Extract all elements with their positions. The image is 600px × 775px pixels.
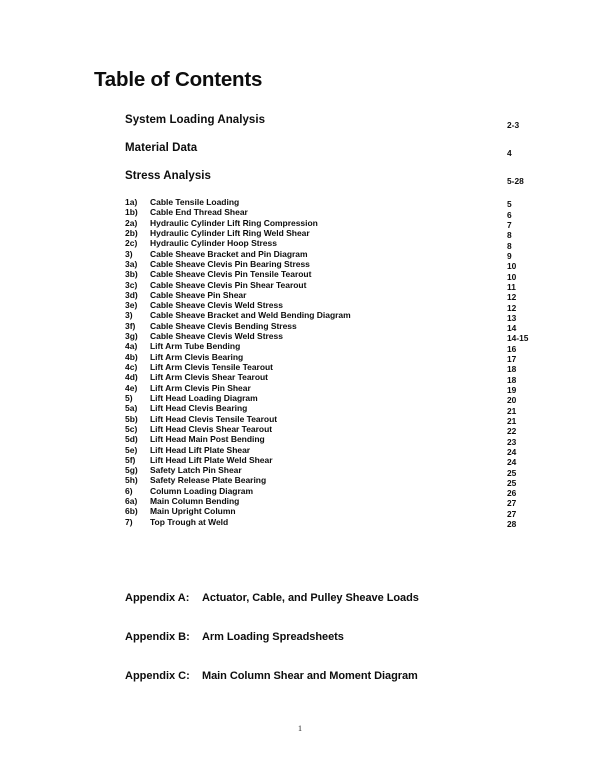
toc-entry-label: 3) xyxy=(125,310,133,321)
toc-entry-page-number: 23 xyxy=(507,436,517,447)
appendix-label: Appendix A: xyxy=(125,592,190,604)
toc-entry-page-number: 13 xyxy=(507,312,517,323)
toc-entry-row xyxy=(125,310,550,323)
toc-entry-row xyxy=(125,465,550,478)
toc-entry-label: 3b) xyxy=(125,269,138,280)
toc-entry-title: Cable Sheave Clevis Pin Shear Tearout xyxy=(150,279,307,290)
section-title: Material Data xyxy=(125,142,198,154)
toc-entry-title: Safety Release Plate Bearing xyxy=(150,475,267,486)
toc-entry-row xyxy=(125,434,550,447)
toc-entry-page-number: 16 xyxy=(507,343,517,354)
toc-entry-page-number: 22 xyxy=(507,426,517,437)
toc-entry-page-number: 20 xyxy=(507,395,517,406)
toc-entry-label: 7) xyxy=(125,516,133,527)
toc-entry-row xyxy=(125,485,550,499)
toc-entry-page-number: 27 xyxy=(507,498,517,509)
toc-entry-row xyxy=(125,496,550,509)
toc-entry-label: 4b) xyxy=(125,351,138,362)
toc-entry-page-number: 24 xyxy=(507,457,517,468)
toc-entry-page-number: 25 xyxy=(507,477,517,488)
toc-entry-page-number: 24 xyxy=(507,446,517,457)
toc-entry-label: 3f) xyxy=(125,320,136,331)
toc-entry-page-number: 18 xyxy=(507,364,517,375)
toc-entry-title: Column Loading Diagram xyxy=(150,485,253,496)
toc-entry-row xyxy=(125,392,550,406)
toc-entry-title: Main Column Bending xyxy=(150,496,240,507)
toc-entry-label: 5e) xyxy=(125,444,138,455)
toc-entry-title: Lift Head Clevis Bearing xyxy=(150,403,248,414)
toc-entry-title: Lift Arm Clevis Tensile Tearout xyxy=(150,362,273,372)
toc-entry-row xyxy=(125,238,550,251)
toc-entry-row xyxy=(125,372,550,385)
toc-entry-row xyxy=(125,249,550,259)
toc-entry-row xyxy=(125,269,550,282)
toc-entry-page-number: 25 xyxy=(507,467,517,478)
section-title: Stress Analysis xyxy=(125,170,211,182)
toc-entry-label: 3g) xyxy=(125,331,138,342)
toc-entry-title: Hydraulic Cylinder Hoop Stress xyxy=(150,238,277,249)
toc-entry-title: Hydraulic Cylinder Lift Ring Compression xyxy=(150,217,318,228)
toc-entry-row xyxy=(125,351,550,365)
section-title: System Loading Analysis xyxy=(125,114,266,126)
toc-entry-label: 6) xyxy=(125,485,133,496)
toc-entry-row xyxy=(125,506,550,519)
section-page-range: 4 xyxy=(507,148,512,158)
section-page-range: 5-28 xyxy=(507,176,524,186)
section-row xyxy=(125,170,550,198)
toc-entry-row xyxy=(125,289,550,303)
section-page-range: 2-3 xyxy=(507,120,520,130)
toc-entry-title: Lift Head Lift Plate Shear xyxy=(150,444,251,455)
appendix-label: Appendix C: xyxy=(125,670,190,682)
toc-entry-label: 3e) xyxy=(125,300,138,311)
toc-entry-page-number: 5 xyxy=(507,199,512,210)
toc-entry-row xyxy=(125,341,550,354)
toc-entry-row xyxy=(125,320,550,334)
toc-entry-row xyxy=(125,207,550,220)
toc-entry-row xyxy=(125,516,550,530)
appendix-title: Arm Loading Spreadsheets xyxy=(202,631,344,643)
toc-entry-title: Cable Sheave Clevis Pin Bearing Stress xyxy=(150,258,310,269)
toc-entry-label: 4a) xyxy=(125,341,138,352)
toc-entry-label: 1b) xyxy=(125,207,138,218)
toc-entry-label: 1a) xyxy=(125,197,138,207)
appendix-title: Main Column Shear and Moment Diagram xyxy=(202,670,418,682)
toc-entry-label: 4c) xyxy=(125,362,138,372)
toc-entry-page-number: 18 xyxy=(507,374,517,385)
toc-entry-label: 5f) xyxy=(125,454,136,465)
toc-entry-row xyxy=(125,445,550,455)
toc-entry-label: 5a) xyxy=(125,403,138,414)
toc-entry-label: 4d) xyxy=(125,372,138,383)
toc-entry-label: 6a) xyxy=(125,496,138,507)
toc-entry-label: 5c) xyxy=(125,423,138,434)
toc-entry-title: Cable Tensile Loading xyxy=(150,197,240,207)
toc-entry-page-number: 14-15 xyxy=(507,333,529,344)
toc-entry-label: 2a) xyxy=(125,217,138,228)
footer-page-number: 1 xyxy=(297,723,303,733)
toc-entry-title: Cable Sheave Clevis Weld Stress xyxy=(150,300,283,311)
toc-entry-page-number: 8 xyxy=(507,240,512,251)
toc-entry-label: 3d) xyxy=(125,289,138,300)
toc-entry-page-number: 6 xyxy=(507,209,512,220)
toc-entry-title: Lift Arm Clevis Pin Shear xyxy=(150,382,251,393)
toc-entry-row xyxy=(125,280,550,290)
toc-entry-label: 4e) xyxy=(125,382,138,393)
toc-entry-label: 3) xyxy=(125,248,133,259)
toc-entry-row xyxy=(125,227,550,241)
toc-entries-list xyxy=(125,197,550,530)
toc-entry-page-number: 21 xyxy=(507,415,517,426)
toc-entry-title: Lift Head Main Post Bending xyxy=(150,434,265,445)
toc-entry-row xyxy=(125,197,550,210)
toc-entry-label: 6b) xyxy=(125,506,138,517)
appendix-title: Actuator, Cable, and Pulley Sheave Loads xyxy=(202,592,419,604)
toc-entry-title: Safety Latch Pin Shear xyxy=(150,465,242,476)
toc-entry-title: Hydraulic Cylinder Lift Ring Weld Shear xyxy=(150,227,310,238)
toc-entry-label: 3c) xyxy=(125,279,138,290)
toc-entry-title: Lift Head Clevis Shear Tearout xyxy=(150,423,273,434)
toc-entry-row xyxy=(125,300,550,313)
toc-entry-title: Lift Arm Clevis Bearing xyxy=(150,351,244,362)
toc-entry-page-number: 19 xyxy=(507,385,517,396)
toc-entry-label: 5d) xyxy=(125,434,138,445)
toc-entry-label: 5g) xyxy=(125,465,138,476)
toc-entry-title: Lift Arm Tube Bending xyxy=(150,341,241,352)
toc-entry-page-number: 10 xyxy=(507,271,517,282)
toc-entry-title: Main Upright Column xyxy=(150,506,236,517)
toc-entry-page-number: 10 xyxy=(507,261,517,272)
toc-entry-title: Cable Sheave Bracket and Pin Diagram xyxy=(150,248,308,259)
toc-entry-page-number: 26 xyxy=(507,488,517,499)
toc-entry-page-number: 28 xyxy=(507,519,517,530)
toc-entry-page-number: 12 xyxy=(507,292,517,303)
toc-entry-title: Cable End Thread Shear xyxy=(150,207,248,218)
toc-entry-label: 5h) xyxy=(125,475,138,486)
toc-entry-title: Lift Head Loading Diagram xyxy=(150,392,258,403)
section-row xyxy=(125,142,550,170)
toc-entry-row xyxy=(125,362,550,375)
toc-entry-title: Cable Sheave Clevis Weld Stress xyxy=(150,331,283,342)
toc-entry-page-number: 14 xyxy=(507,323,517,334)
toc-entry-label: 2b) xyxy=(125,227,138,238)
toc-entry-page-number: 27 xyxy=(507,508,517,519)
toc-entry-row xyxy=(125,454,550,468)
toc-entry-title: Cable Sheave Bracket and Weld Bending Diagram xyxy=(150,310,351,321)
toc-entry-title: Cable Sheave Clevis Pin Tensile Tearout xyxy=(150,269,312,280)
toc-entry-label: 5) xyxy=(125,392,133,403)
toc-entry-title: Cable Sheave Pin Shear xyxy=(150,289,247,300)
toc-entry-label: 5b) xyxy=(125,413,138,424)
toc-entry-label: 3a) xyxy=(125,258,138,269)
toc-entry-page-number: 11 xyxy=(507,281,516,292)
toc-entry-row xyxy=(125,475,550,488)
toc-entry-title: Lift Arm Clevis Shear Tearout xyxy=(150,372,268,383)
major-sections-list xyxy=(125,114,550,198)
page-title: Table of Contents xyxy=(94,68,263,91)
toc-entry-page-number: 17 xyxy=(507,354,517,365)
toc-entry-page-number: 7 xyxy=(507,220,512,231)
toc-entry-row xyxy=(125,423,550,437)
toc-entry-row xyxy=(125,217,550,231)
toc-entry-label: 2c) xyxy=(125,238,138,249)
toc-entry-title: Lift Head Lift Plate Weld Shear xyxy=(150,454,273,465)
toc-entry-page-number: 9 xyxy=(507,250,512,261)
toc-entry-row xyxy=(125,403,550,416)
toc-entry-title: Cable Sheave Clevis Bending Stress xyxy=(150,320,297,331)
toc-entry-row xyxy=(125,414,550,424)
section-row xyxy=(125,114,550,142)
toc-entry-page-number: 12 xyxy=(507,302,517,313)
toc-entry-row xyxy=(125,258,550,272)
toc-entry-row xyxy=(125,331,550,344)
toc-entry-row xyxy=(125,382,550,396)
toc-entry-title: Top Trough at Weld xyxy=(150,516,229,527)
toc-entry-page-number: 21 xyxy=(507,405,517,416)
toc-entry-title: Lift Head Clevis Tensile Tearout xyxy=(150,413,278,424)
toc-entry-page-number: 8 xyxy=(507,230,512,241)
appendix-label: Appendix B: xyxy=(125,631,190,643)
